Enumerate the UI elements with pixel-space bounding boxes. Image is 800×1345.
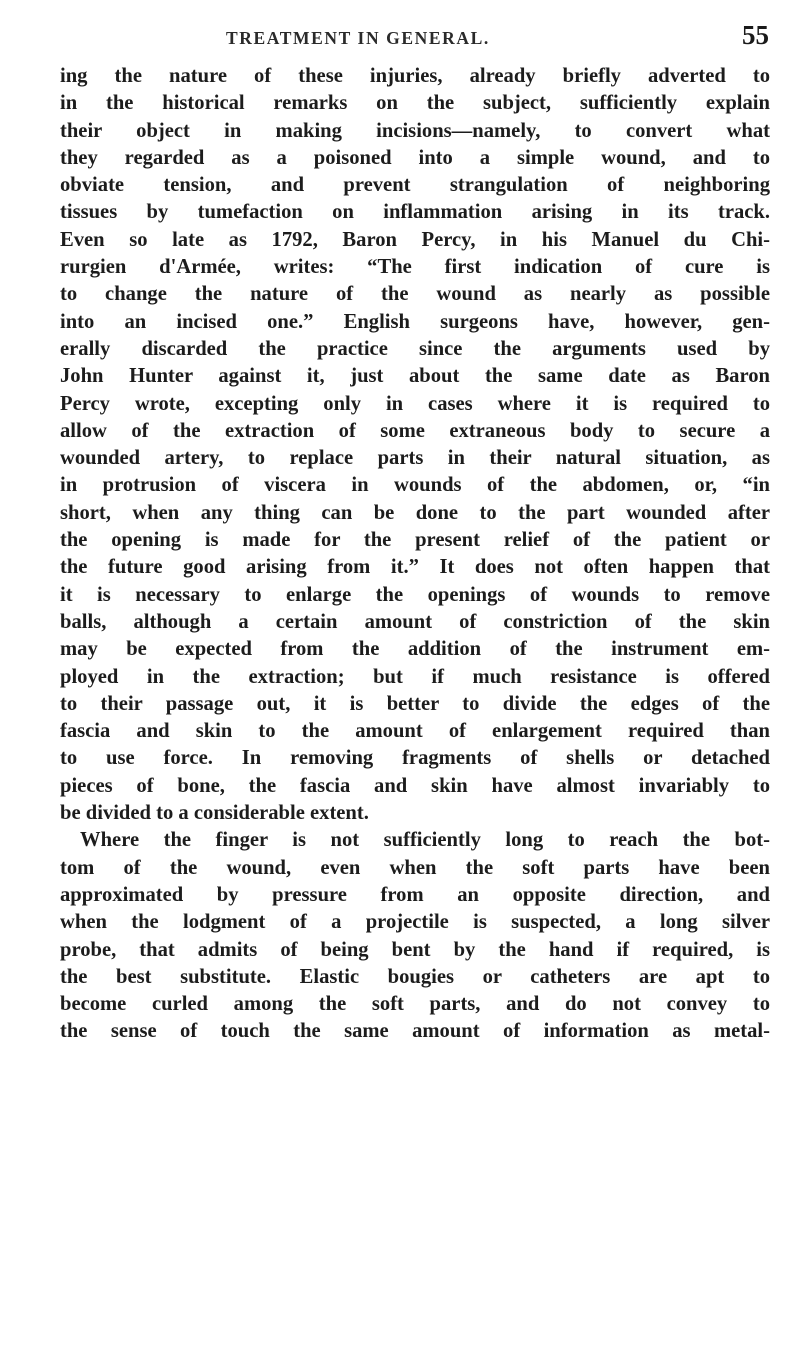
text-line: balls, although a certain amount of constriction of the skin — [60, 610, 770, 633]
text-line: when the lodgment of a projectile is suspected, a long silver — [60, 911, 770, 934]
text-line: rurgien d'Armée, writes: “The first indication of cure is — [60, 256, 770, 279]
text-line: ployed in the extraction; but if much resistance is offered — [60, 665, 770, 688]
running-head: TREATMENT IN GENERAL. — [226, 28, 490, 48]
text-line: in the historical remarks on the subject, sufficiently explain — [60, 92, 770, 115]
text-line: short, when any thing can be done to the part wounded after — [60, 501, 770, 524]
text-line: tom of the wound, even when the soft parts have been — [60, 856, 770, 879]
text-line: into an incised one.” English surgeons have, however, gen- — [60, 310, 770, 333]
text-line: pieces of bone, the fascia and skin have almost invariably to — [60, 774, 770, 797]
text-line: their object in making incisions—namely, to convert what — [60, 119, 770, 142]
text-line: become curled among the soft parts, and do not convey to — [60, 993, 770, 1016]
text-line: they regarded as a poisoned into a simple wound, and to — [60, 146, 770, 169]
text-line: approximated by pressure from an opposite direction, and — [60, 883, 770, 906]
text-line: to change the nature of the wound as nearly as possible — [60, 283, 770, 306]
text-line: be divided to a considerable extent. — [60, 802, 369, 825]
text-line: the opening is made for the present relief of the patient or — [60, 529, 770, 552]
text-line: fascia and skin to the amount of enlargement required than — [60, 720, 770, 743]
text-line: to their passage out, it is better to divide the edges of the — [60, 692, 770, 715]
text-line: in protrusion of viscera in wounds of the abdomen, or, “in — [60, 474, 770, 497]
text-line: ing the nature of these injuries, already briefly adverted to — [60, 65, 770, 87]
text-line: it is necessary to enlarge the openings of wounds to remove — [60, 583, 770, 606]
text-line: the sense of touch the same amount of information as metal- — [60, 1020, 770, 1043]
text-line: may be expected from the addition of the instrument em- — [60, 638, 770, 661]
text-line: allow of the extraction of some extraneous body to secure a — [60, 419, 770, 442]
text-line: tissues by tumefaction on inflammation arising in its track. — [60, 201, 770, 224]
text-line: Percy wrote, excepting only in cases where it is required to — [60, 392, 770, 415]
body-text — [60, 63, 770, 1046]
text-line: the best substitute. Elastic bougies or catheters are apt to — [60, 965, 770, 988]
text-line: Where the finger is not sufficiently long to reach the bot- — [80, 829, 770, 852]
text-line: John Hunter against it, just about the same date as Baron — [60, 365, 770, 388]
page-number: 55 — [742, 20, 769, 50]
page-header — [226, 18, 791, 58]
text-line: to use force. In removing fragments of shells or detached — [60, 747, 770, 770]
text-line: obviate tension, and prevent strangulation of neighboring — [60, 174, 770, 197]
text-line: wounded artery, to replace parts in their natural situation, as — [60, 447, 770, 470]
text-line: erally discarded the practice since the arguments used by — [60, 337, 770, 360]
text-line: probe, that admits of being bent by the hand if required, is — [60, 938, 770, 961]
text-line: Even so late as 1792, Baron Percy, in his Manuel du Chi- — [60, 228, 770, 251]
text-line: the future good arising from it.” It does not often happen that — [60, 556, 770, 579]
